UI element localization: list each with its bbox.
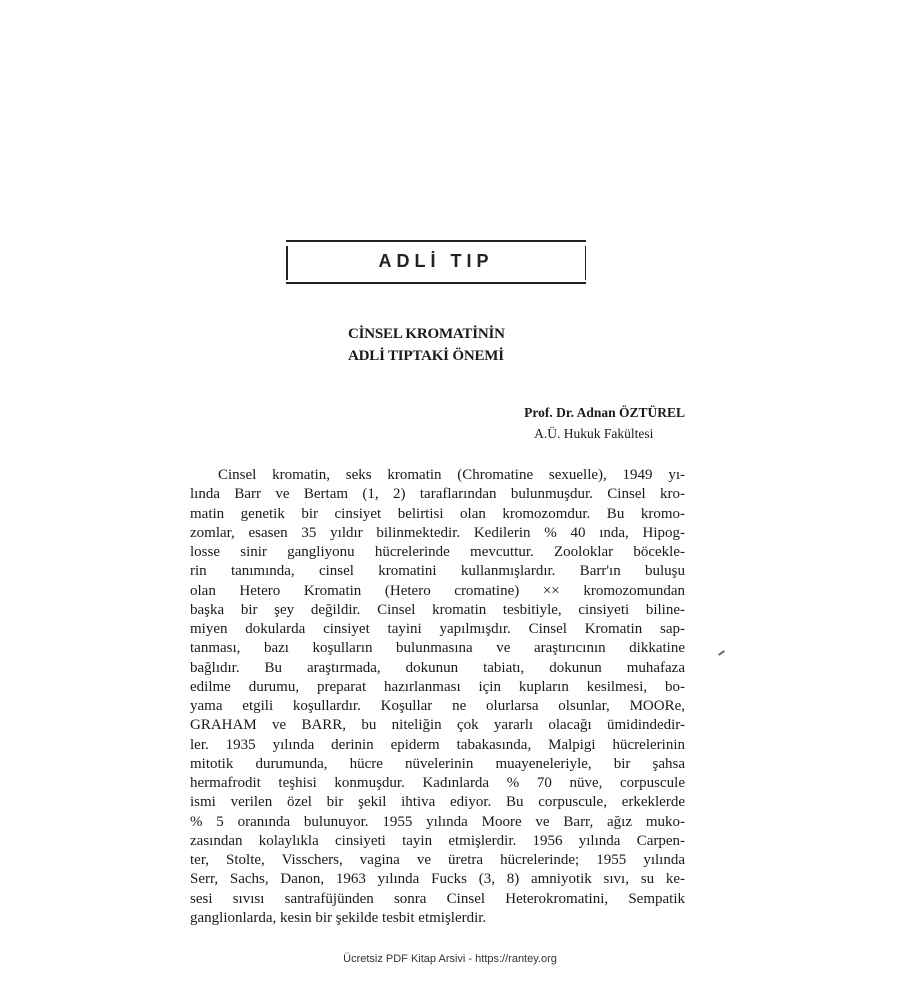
stray-mark <box>718 650 725 656</box>
body-line: olan Hetero Kromatin (Hetero cromatine) ×× kromozomundan <box>190 582 685 599</box>
body-line: bağlıdır. Bu araştırmada, dokunun tabiatı, dokunun muhafaza <box>190 659 685 676</box>
body-line: başka bir şey değildir. Cinsel kromatin tesbitiyle, cinsiyeti biline- <box>190 601 685 618</box>
article-title-line-2: ADLİ TIPTAKİ ÖNEMİ <box>348 348 504 364</box>
body-line: yama etgili koşullardır. Koşullar ne olurlarsa olsunlar, MOORe, <box>190 698 685 714</box>
body-line: hermafrodit teşhisi konmuşdur. Kadınlarda % 70 nüve, corpuscule <box>190 775 685 791</box>
body-line: zomlar, esasen 35 yıldır bilinmektedir. Kedilerin % 40 ında, Hipog- <box>190 524 685 541</box>
body-line: losse sinir gangliyonu hücrelerinde mevcuttur. Zooloklar böcekle- <box>190 544 685 560</box>
article-title-line-1: CİNSEL KROMATİNİN <box>348 326 505 342</box>
article-title <box>348 323 505 367</box>
section-title: ADLİ TIP <box>378 251 494 271</box>
body-line: lında Barr ve Bertam (1, 2) taraflarından bulunmuşdur. Cinsel kro- <box>190 486 685 503</box>
author-block <box>524 402 685 444</box>
body-line: ganglionlarda, kesin bir şekilde tesbit etmişlerdir. <box>190 909 487 926</box>
body-paragraph <box>190 466 685 928</box>
section-header-box <box>286 240 586 284</box>
body-line: % 5 oranında bulunuyor. 1955 yılında Moore ve Barr, ağız muko- <box>190 813 685 830</box>
body-line: Serr, Sachs, Danon, 1963 yılında Fucks (3, 8) amniyotik sıvı, su ke- <box>190 871 685 888</box>
body-line: sesi sıvısı santrafüjünden sonra Cinsel Heterokromatini, Sempatik <box>190 890 685 907</box>
body-line: Cinsel kromatin, seks kromatin (Chromatine sexuelle), 1949 yı- <box>218 467 685 483</box>
body-line: mitotik durumunda, hücre nüvelerinin muayeneleriyle, bir şahsa <box>190 755 685 772</box>
body-line: matin genetik bir cinsiyet belirtisi olan kromozomdur. Bu kromo- <box>190 505 685 522</box>
footer-watermark: Ücretsiz PDF Kitap Arsivi - https://rantey.org <box>343 953 557 965</box>
body-line: edilme durumu, preparat hazırlanması için kupların kesilmesi, bo- <box>190 678 685 695</box>
body-line: GRAHAM ve BARR, bu niteliğin çok yararlı olacağı ümidindedir- <box>190 717 685 734</box>
body-line: miyen dokularda cinsiyet tayini yapılmışdır. Cinsel Kromatin sap- <box>190 621 685 637</box>
body-line: rin tanımında, cinsel kromatini kullanmışlardır. Barr'ın buluşu <box>190 563 685 580</box>
body-line: ismi verilen özel bir şekil ihtiva ediyor. Bu corpuscule, erkeklerde <box>190 794 685 811</box>
body-line: ler. 1935 yılında derinin epiderm tabakasında, Malpigi hücrelerinin <box>190 736 685 753</box>
body-line: ter, Stolte, Visschers, vagina ve üretra hücrelerinde; 1955 yılında <box>190 852 685 868</box>
author-affiliation: A.Ü. Hukuk Fakültesi <box>534 426 654 441</box>
author-name: Prof. Dr. Adnan ÖZTÜREL <box>524 405 685 420</box>
body-line: zasından kolaylıkla cinsiyeti tayin etmişlerdir. 1956 yılında Carpen- <box>190 832 685 849</box>
body-line: tanması, bazı koşulların bulunmasına ve araştırıcının dikkatine <box>190 640 685 657</box>
